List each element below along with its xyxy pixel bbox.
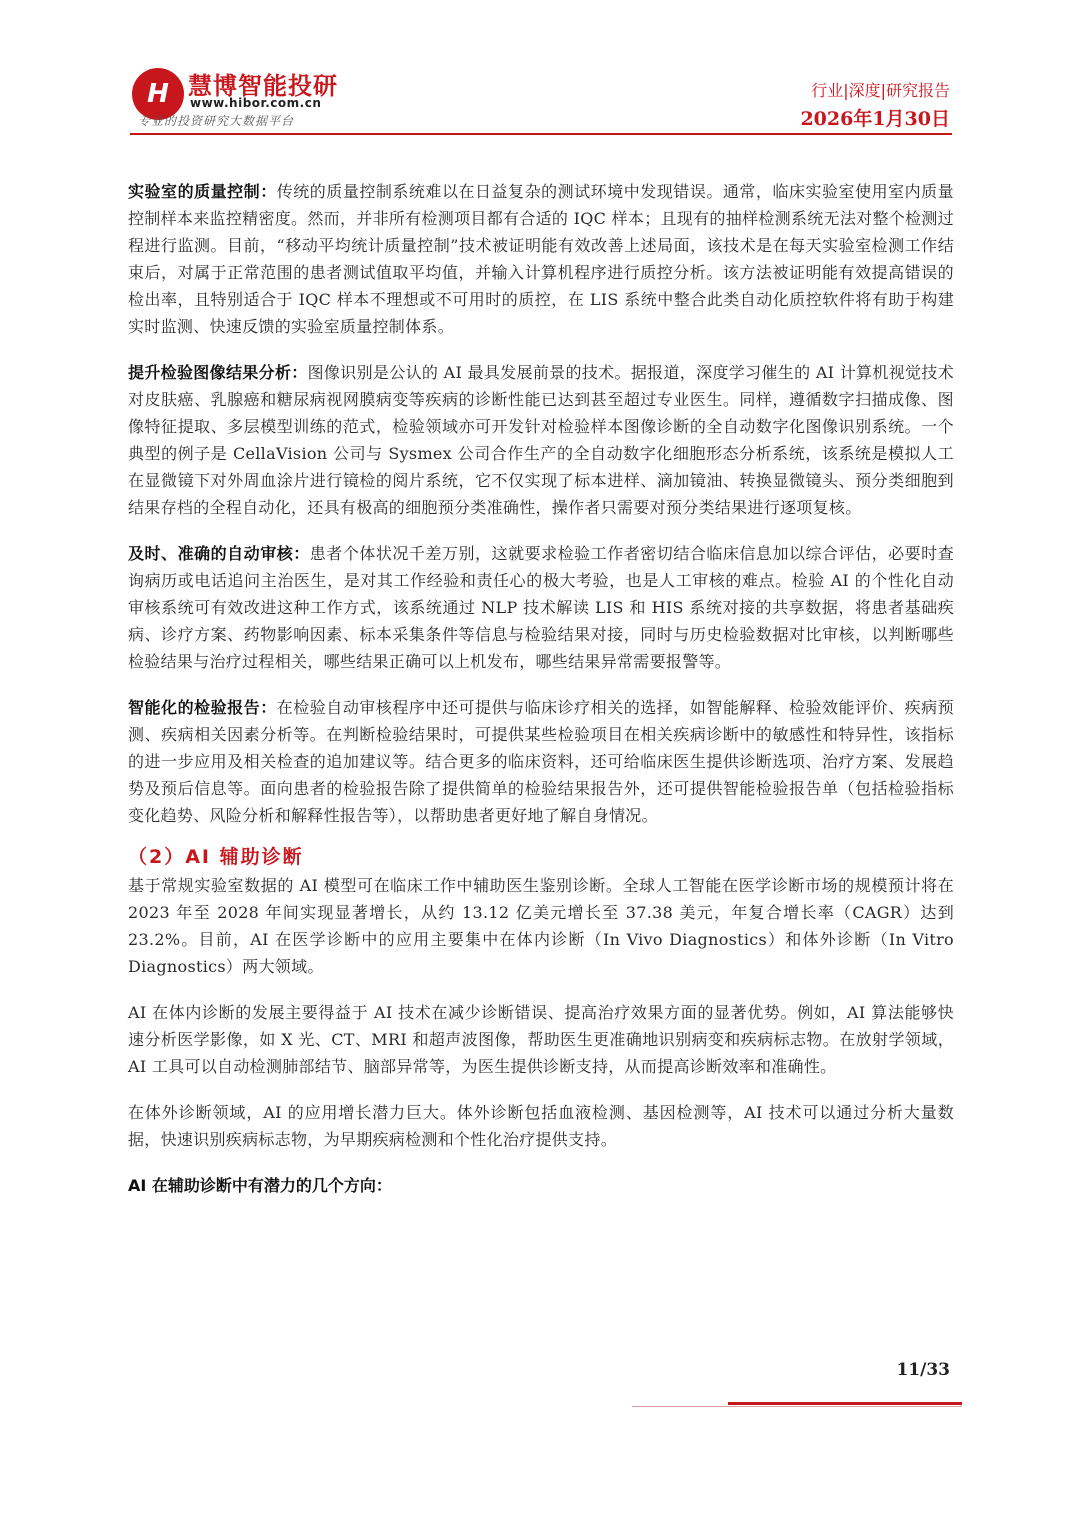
brand-url[interactable]: www.hibor.com.cn [190,96,322,110]
header-divider [130,133,952,135]
report-type: 行业|深度|研究报告 [811,81,950,100]
paragraph-text: 传统的质量控制系统难以在日益复杂的测试环境中发现错误。通常，临床实验室使用室内质量控制样本来监控精密度。然而，并非所有检测项目都有合适的 IQC 样本；且现有的抽样检测系统无法对整个检测过程进行监测。目前，“移动平均统计质量控制”技术被证明能有效改善上述局面，该技术是在每天实验室检测工作结束后，对属于正常范围的患者测试值取平均值，并输入计算机程序进行质控分析。该方法被证明能有效提高错误的检出率，且特别适合于 IQC 样本不理想或不可用时的质控，在 LIS 系统中整合此类自动化质控软件将有助于构建实时监测、快速反馈的实验室质量控制体系。 [128,182,954,336]
page-number: 11/33 [896,1360,950,1380]
brand-logo-icon: H [132,68,184,120]
paragraph-text: 图像识别是公认的 AI 最具发展前景的技术。据报道，深度学习催生的 AI 计算机视觉技术对皮肤癌、乳腺癌和糖尿病视网膜病变等疾病的诊断性能已达到甚至超过专业医生。同样，遵循数字扫描成像、图像特征提取、多层模型训练的范式，检验领域亦可开发针对检验样本图像诊断的全自动数字化图像识别系统。一个典型的例子是 CellaVision 公司与 Sysmex 公司合作生产的全自动数字化细胞形态分析系统，该系统是模拟人工在显微镜下对外周血涂片进行镜检的阅片系统，它不仅实现了标本进样、滴加镜油、转换显微镜头、预分类细胞到结果存档的全程自动化，还具有极高的细胞预分类准确性，操作者只需要对预分类结果进行逐项复核。 [128,363,954,517]
report-date: 2026年1月30日 [800,108,950,130]
paragraph-text: 在检验自动审核程序中还可提供与临床诊疗相关的选择，如智能解释、检验效能评价、疾病预测、疾病相关因素分析等。在判断检验结果时，可提供某些检验项目在相关疾病诊断中的敏感性和特异性，该指标的进一步应用及相关检查的追加建议等。结合更多的临床资料，还可给临床医生提供诊断选项、治疗方案、发展趋势及预后信息等。面向患者的检验报告除了提供简单的检验结果报告外，还可提供智能检验报告单（包括检验指标变化趋势、风险分析和解释性报告等），以帮助患者更好地了解自身情况。 [128,698,954,825]
paragraph-lead: 及时、准确的自动审核： [128,544,310,563]
paragraph-smart-report [128,694,954,829]
paragraph-lead: 实验室的质量控制： [128,182,277,201]
paragraph-in-vitro: 在体外诊断领域，AI 的应用增长潜力巨大。体外诊断包括血液检测、基因检测等，AI 技术可以通过分析大量数据，快速识别疾病标志物，为早期疾病检测和个性化治疗提供支持。 [128,1103,954,1149]
paragraph-text: 患者个体状况千差万别，这就要求检验工作者密切结合临床信息加以综合评估，必要时查询病历或电话追问主治医生，是对其工作经验和责任心的极大考验，也是人工审核的难点。检验 AI 的个性化自动审核系统可有效改进这种工作方式，该系统通过 NLP 技术解读 LIS 和 HIS 系统对接的共享数据，将患者基础疾病、诊疗方案、药物影响因素、标本采集条件等信息与检验结果对接，同时与历史检验数据对比审核，以判断哪些检验结果与治疗过程相关，哪些结果正确可以上机发布，哪些结果异常需要报警等。 [128,544,955,671]
brand-slogan: 专业的投资研究大数据平台 [138,114,295,128]
paragraph-quality-control [128,178,954,340]
paragraph-in-vivo: AI 在体内诊断的发展主要得益于 AI 技术在减少诊断错误、提高治疗效果方面的显著优势。例如，AI 算法能够快速分析医学影像，如 X 光、CT、MRI 和超声波图像，帮助医生更准确地识别病变和疾病标志物。在放射学领域，AI 工具可以自动检测肺部结节、脑部异常等，为医生提供诊断支持，从而提高诊断效率和准确性。 [128,1003,954,1076]
paragraph-lead: 提升检验图像结果分析： [128,363,308,382]
footer-divider [632,1406,962,1407]
footer-accent-bar [728,1402,962,1405]
paragraph-diagnosis-market: 基于常规实验室数据的 AI 模型可在临床工作中辅助医生鉴别诊断。全球人工智能在医学诊断市场的规模预计将在 2023 年至 2028 年间实现显著增长，从约 13.12 亿美元增长至 37.38 美元，年复合增长率（CAGR）达到 23.2%。目前，AI 在医学诊断中的应用主要集中在体内诊断（In Vivo Diagnostics）和体外诊断（In Vitro Diagnostics）两大领域。 [128,876,954,976]
brand-name: 慧博智能投研 [188,72,338,100]
paragraph-auto-review [128,540,954,675]
page-header [130,60,952,135]
section-heading: （2）AI 辅助诊断 [128,846,304,868]
subheading-directions: AI 在辅助诊断中有潜力的几个方向： [128,1176,392,1195]
main-content [128,178,954,1199]
paragraph-image-analysis [128,359,954,521]
paragraph-lead: 智能化的检验报告： [128,698,277,717]
